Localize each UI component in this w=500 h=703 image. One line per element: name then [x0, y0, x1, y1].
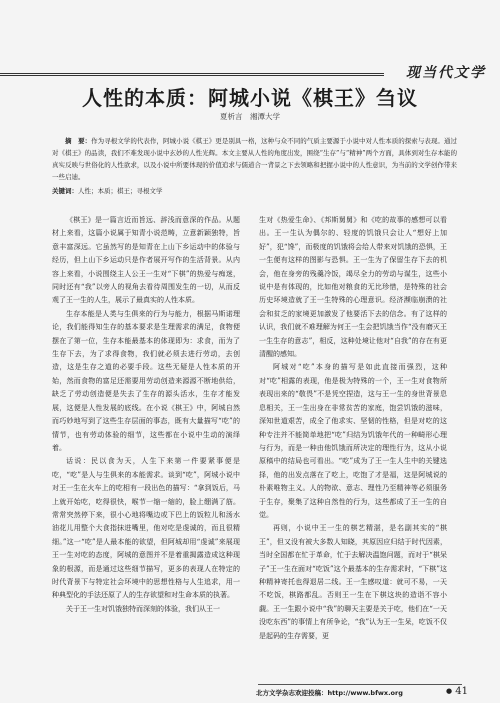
right-column	[259, 214, 447, 643]
paragraph: 生对《热爱生命》、《邦斯舅舅》和《吃的故事的感想可以看出。王一生认为偶尔的、轻度的饥饿只会让人“想好上加好”，犯“馋”，而极度的饥饿将会给人带来对饥饿的恐惧，王一生便有这样的图影与恐惧。王一生为了保留生存下去的机会，他在身旁的残羹冷饭，竭尽全力的劳动与谋生，这些小说中是有体现的，比如他对粮食的无比珍惜，是特殊的社会历史环境造就了王一生特殊的心理意识。经济濒临崩溃的社会和贫乏的家境更加激发了他要活下去的信念。有了这样的认识，我们就不难理解为何王一生会把饥饿当作“没有磨灭王一生生存的意志”，相反，这种处境让他对“自我”的存在有更清醒的感知。	[259, 216, 447, 359]
paragraph: 关于王一生对饥饿独特而深刻的体验，我们从王一	[66, 604, 220, 613]
page-number-text: 41	[455, 686, 469, 697]
paragraph: 话说：民以食为天，人生下来第一件要紧事便是吃，“吃”是人与生俱来的本能需求。谈到“吃”，阿城小说中对王一生在火车上的吃相有一段出色的描写：“拿到饭后，马上就开始吃，吃得很快，喉节一缩一缩的，脸上绷满了筋。常常突然停下来，很小心地将嘴边或下巴上的饭粒儿和汤水油花儿用整个大食指抹进嘴里，他对吃是虔诚的，而且很精细。”这一“吃”是人最本能的欲望，但阿城却用“虔诚”来展现王一生对吃的态度，阿城的意图并不是着重揭露造成这种现象的根源，而是通过这些细节描写，更多的表现人在特定的时代背景下与特定社会环境中的思想性格与人生追求，用一种典型化的手法还原了人的生存欲望和对生命本质的执著。	[52, 457, 240, 600]
keywords-label: 关键词：	[52, 187, 78, 195]
abstract	[52, 135, 457, 183]
keywords	[52, 186, 457, 195]
header-band	[0, 33, 500, 81]
paragraph: 生存本能是人类与生俱来的行为与能力，根据马斯诺理论，我们能得知生存的基本要求是生理需求的满足，食物便摆在了第一位，生存本能最基本的体现即为：求食，而为了生存下去，为了求得食物，我们就必须去进行劳动，去创造，这是生存之道的必要手段。这些无疑是人性本质的开始，然而食物的富足还需要用劳动创造来源源不断地供给，缺乏了劳动创造便是失去了生存的源头活水，生存才能发展，这便是人性发展的底线。在小说《棋王》中，阿城自然而巧妙地写到了这些生存层面的事态，既有大量描写“吃”的情节，也有劳动体验的细节，这些都在小说中生动的演绎着。	[52, 309, 240, 452]
left-column	[52, 214, 240, 616]
author-line: 夏析言 湘潭大学	[220, 112, 280, 121]
paragraph: 再则，小说中王一生的棋艺精湛，是名副其实的“棋王”，但又没有被大多数人知晓，其原因应归结于时代因素，当时全国都在忙于革命，忙于去解决温饱问题，而对于“棋呆子”王一生在面对“吃饭”这个最基本的生存需求时，“下棋”这种精神寄托也得退居二线。王一生感叹道：就可不易，一天不吃饭，棋路都乱。否则王一生在下棋这块的造诣不容小觑。王一生跟小说中“我”的聊天主要是关于吃，他们在“一天没吃东西”的事情上有所争论，“我”认为王一生呆，吃饭不仅是起码的生存需要，更	[259, 524, 447, 640]
page-number	[446, 686, 468, 697]
footer-journal-line: 北方文学杂志欢迎投稿：http://www.bfwx.org	[256, 689, 403, 697]
paragraph: 《棋王》是一篇言近而旨远、辞浅而意深的作品。从题材上来看，这篇小说属于知青小说范畴，立意新颖独特，旨意丰富深远。它虽然写的是知青在上山下乡运动中的体验与经历，但上山下乡运动只是作者展开写作的生活背景。从内容上来看，小说围绕主人公王一生对“下棋”的热爱与痴迷，同时还有“我”以旁人的视角去看待周围发生的一切，从而反观了王一生的人生，展示了最真实的人性本质。	[52, 216, 240, 305]
page-marker-icon: ●	[446, 687, 453, 695]
abstract-text: 作为寻根文学的代表作，阿城小说《棋王》更是别具一格，这种与众不同的气质主要源于小说中对人性本质的探索与表现。通过对《棋王》的品读，我们不难发现小说中玄妙的人性光辉。本文主要从人性的角度出发，围绕“生存”与“精神”两个方面，具体到对生存本能的真实反映与世俗化的人性欲求，以及小说中所要体现的价值追求与儒道合一背景之下去领略和把握小说中的人性意识，为当前的文学创作带来一些启迪。	[52, 137, 458, 181]
article-title: 人性的本质：阿城小说《棋王》刍议	[82, 86, 418, 110]
keywords-text: 人性；本质；棋王；寻根文学	[78, 187, 163, 195]
header-rule	[0, 73, 384, 76]
section-label: 现当代文学	[400, 62, 486, 82]
footer-rule	[258, 684, 462, 685]
abstract-label: 摘 要：	[65, 137, 92, 145]
paragraph: 阿城对“吃”本身的描写是如此直接而强烈，这种对“吃”相露的表现，他是极为特殊的一个，王一生对食物所表现出来的“敬畏”不是凭空捏造，这与王一生的身世背景息息相关，王一生出身在非常贫苦的家庭，饱尝饥饿的滋味，深知世道艰苦，成全了他求实、坚韧的性格，但是对吃的这种专注并不能简单地把“吃”归结为饥饿年代的一种畸形心理与行为，而是一种由他饥饿而所决定的理性行为，这从小说原稿中的结局也可看出。“吃”成为了王一生人生中的关键选择，他的出发点落在了吃上，吃饱了才是福，这是阿城说的朴素唯物主义。人的物欲、意志、理性乃至精神等必须服务于生存，聚集了这种自然性的行为，这些都成了王一生的自觉。	[259, 363, 447, 519]
